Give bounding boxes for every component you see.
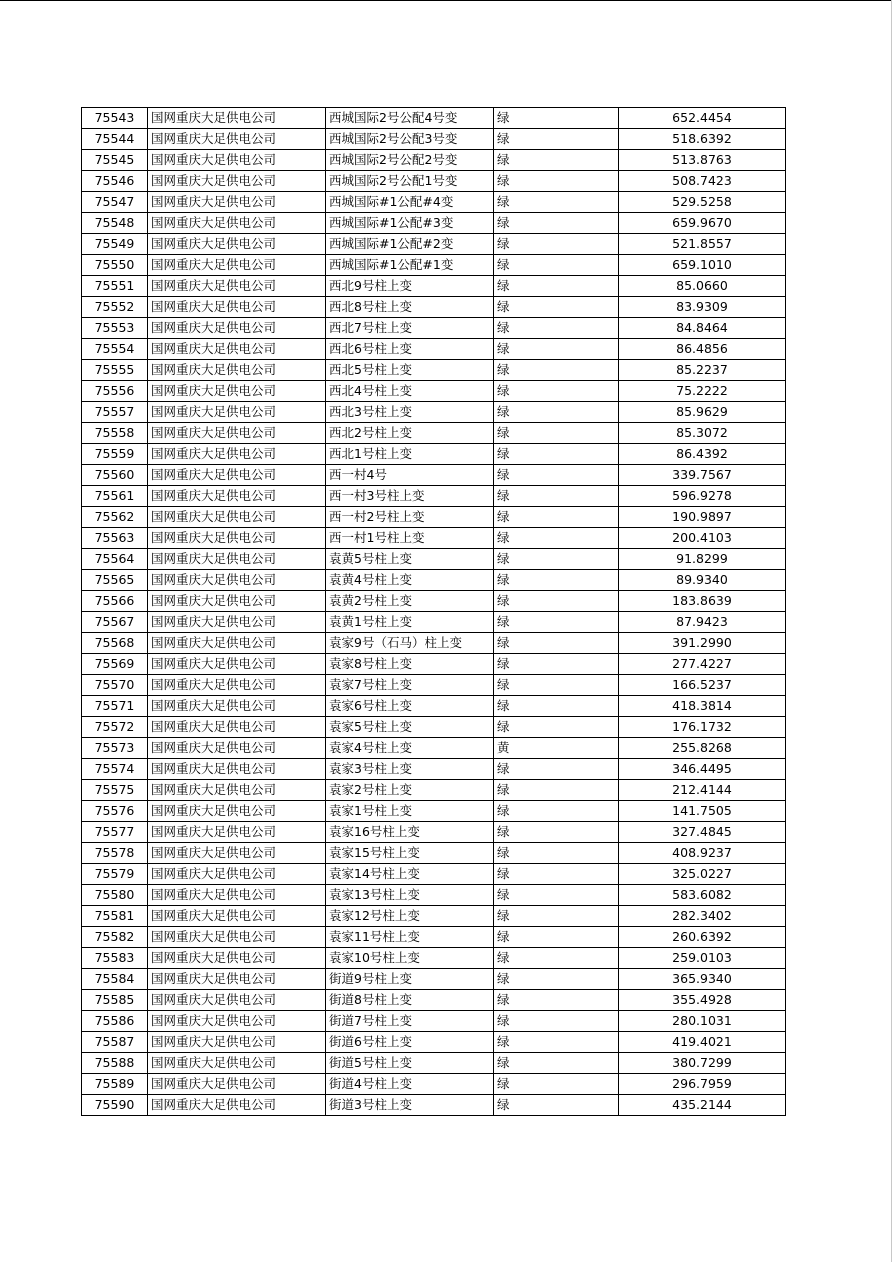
row-id-cell: 75556 bbox=[82, 381, 148, 402]
status-cell: 绿 bbox=[494, 339, 619, 360]
company-cell: 国网重庆大足供电公司 bbox=[148, 192, 326, 213]
company-cell: 国网重庆大足供电公司 bbox=[148, 738, 326, 759]
table-row bbox=[82, 990, 786, 1011]
value-cell: 176.1732 bbox=[619, 717, 786, 738]
status-cell: 绿 bbox=[494, 276, 619, 297]
table-row bbox=[82, 213, 786, 234]
table-row bbox=[82, 255, 786, 276]
status-cell: 绿 bbox=[494, 696, 619, 717]
value-cell: 212.4144 bbox=[619, 780, 786, 801]
value-cell: 84.8464 bbox=[619, 318, 786, 339]
company-cell: 国网重庆大足供电公司 bbox=[148, 318, 326, 339]
table-row bbox=[82, 507, 786, 528]
value-cell: 596.9278 bbox=[619, 486, 786, 507]
table-row bbox=[82, 675, 786, 696]
table-row bbox=[82, 486, 786, 507]
table-row bbox=[82, 612, 786, 633]
company-cell: 国网重庆大足供电公司 bbox=[148, 255, 326, 276]
transformer-name-cell: 袁家2号柱上变 bbox=[326, 780, 494, 801]
table-row bbox=[82, 1011, 786, 1032]
transformer-name-cell: 西城国际2号公配2号变 bbox=[326, 150, 494, 171]
transformer-name-cell: 西北4号柱上变 bbox=[326, 381, 494, 402]
row-id-cell: 75587 bbox=[82, 1032, 148, 1053]
row-id-cell: 75558 bbox=[82, 423, 148, 444]
transformer-name-cell: 西城国际2号公配3号变 bbox=[326, 129, 494, 150]
table-row bbox=[82, 1032, 786, 1053]
status-cell: 绿 bbox=[494, 486, 619, 507]
company-cell: 国网重庆大足供电公司 bbox=[148, 1053, 326, 1074]
transformer-name-cell: 西北2号柱上变 bbox=[326, 423, 494, 444]
status-cell: 绿 bbox=[494, 801, 619, 822]
row-id-cell: 75564 bbox=[82, 549, 148, 570]
table-row bbox=[82, 465, 786, 486]
table-row bbox=[82, 1053, 786, 1074]
row-id-cell: 75560 bbox=[82, 465, 148, 486]
table-row bbox=[82, 717, 786, 738]
row-id-cell: 75555 bbox=[82, 360, 148, 381]
table-row bbox=[82, 528, 786, 549]
transformer-name-cell: 街道4号柱上变 bbox=[326, 1074, 494, 1095]
value-cell: 282.3402 bbox=[619, 906, 786, 927]
table-row bbox=[82, 927, 786, 948]
table-row bbox=[82, 780, 786, 801]
value-cell: 83.9309 bbox=[619, 297, 786, 318]
status-cell: 绿 bbox=[494, 171, 619, 192]
row-id-cell: 75563 bbox=[82, 528, 148, 549]
transformer-name-cell: 袁家15号柱上变 bbox=[326, 843, 494, 864]
transformer-name-cell: 袁家14号柱上变 bbox=[326, 864, 494, 885]
status-cell: 绿 bbox=[494, 948, 619, 969]
value-cell: 408.9237 bbox=[619, 843, 786, 864]
company-cell: 国网重庆大足供电公司 bbox=[148, 423, 326, 444]
company-cell: 国网重庆大足供电公司 bbox=[148, 801, 326, 822]
status-cell: 绿 bbox=[494, 507, 619, 528]
value-cell: 255.8268 bbox=[619, 738, 786, 759]
table-row bbox=[82, 423, 786, 444]
table-row bbox=[82, 591, 786, 612]
company-cell: 国网重庆大足供电公司 bbox=[148, 885, 326, 906]
company-cell: 国网重庆大足供电公司 bbox=[148, 465, 326, 486]
table-row bbox=[82, 822, 786, 843]
table-row bbox=[82, 969, 786, 990]
company-cell: 国网重庆大足供电公司 bbox=[148, 570, 326, 591]
table-row bbox=[82, 696, 786, 717]
transformer-name-cell: 西北5号柱上变 bbox=[326, 360, 494, 381]
table-row bbox=[82, 843, 786, 864]
company-cell: 国网重庆大足供电公司 bbox=[148, 696, 326, 717]
value-cell: 85.2237 bbox=[619, 360, 786, 381]
table-row bbox=[82, 570, 786, 591]
transformer-name-cell: 袁家10号柱上变 bbox=[326, 948, 494, 969]
transformer-name-cell: 西城国际#1公配#2变 bbox=[326, 234, 494, 255]
value-cell: 419.4021 bbox=[619, 1032, 786, 1053]
transformer-name-cell: 袁家12号柱上变 bbox=[326, 906, 494, 927]
transformer-name-cell: 袁家4号柱上变 bbox=[326, 738, 494, 759]
status-cell: 绿 bbox=[494, 591, 619, 612]
status-cell: 绿 bbox=[494, 570, 619, 591]
transformer-name-cell: 西城国际#1公配#4变 bbox=[326, 192, 494, 213]
row-id-cell: 75583 bbox=[82, 948, 148, 969]
value-cell: 85.9629 bbox=[619, 402, 786, 423]
row-id-cell: 75585 bbox=[82, 990, 148, 1011]
status-cell: 绿 bbox=[494, 549, 619, 570]
transformer-name-cell: 街道6号柱上变 bbox=[326, 1032, 494, 1053]
row-id-cell: 75575 bbox=[82, 780, 148, 801]
transformer-name-cell: 西北7号柱上变 bbox=[326, 318, 494, 339]
company-cell: 国网重庆大足供电公司 bbox=[148, 339, 326, 360]
transformer-table bbox=[81, 107, 786, 1116]
company-cell: 国网重庆大足供电公司 bbox=[148, 297, 326, 318]
transformer-name-cell: 袁家5号柱上变 bbox=[326, 717, 494, 738]
company-cell: 国网重庆大足供电公司 bbox=[148, 864, 326, 885]
row-id-cell: 75589 bbox=[82, 1074, 148, 1095]
row-id-cell: 75561 bbox=[82, 486, 148, 507]
transformer-name-cell: 袁家7号柱上变 bbox=[326, 675, 494, 696]
row-id-cell: 75582 bbox=[82, 927, 148, 948]
transformer-name-cell: 袁黄2号柱上变 bbox=[326, 591, 494, 612]
company-cell: 国网重庆大足供电公司 bbox=[148, 360, 326, 381]
value-cell: 259.0103 bbox=[619, 948, 786, 969]
table-row bbox=[82, 276, 786, 297]
status-cell: 绿 bbox=[494, 612, 619, 633]
value-cell: 583.6082 bbox=[619, 885, 786, 906]
table-row bbox=[82, 360, 786, 381]
table-row bbox=[82, 801, 786, 822]
company-cell: 国网重庆大足供电公司 bbox=[148, 1074, 326, 1095]
table-row bbox=[82, 885, 786, 906]
page-top-border bbox=[0, 0, 892, 1]
transformer-name-cell: 西北6号柱上变 bbox=[326, 339, 494, 360]
status-cell: 黄 bbox=[494, 738, 619, 759]
status-cell: 绿 bbox=[494, 1074, 619, 1095]
row-id-cell: 75552 bbox=[82, 297, 148, 318]
status-cell: 绿 bbox=[494, 213, 619, 234]
status-cell: 绿 bbox=[494, 1053, 619, 1074]
status-cell: 绿 bbox=[494, 129, 619, 150]
status-cell: 绿 bbox=[494, 717, 619, 738]
transformer-name-cell: 西北9号柱上变 bbox=[326, 276, 494, 297]
transformer-name-cell: 袁家13号柱上变 bbox=[326, 885, 494, 906]
status-cell: 绿 bbox=[494, 465, 619, 486]
company-cell: 国网重庆大足供电公司 bbox=[148, 906, 326, 927]
transformer-name-cell: 西城国际#1公配#3变 bbox=[326, 213, 494, 234]
company-cell: 国网重庆大足供电公司 bbox=[148, 276, 326, 297]
value-cell: 166.5237 bbox=[619, 675, 786, 696]
table-row bbox=[82, 339, 786, 360]
status-cell: 绿 bbox=[494, 360, 619, 381]
company-cell: 国网重庆大足供电公司 bbox=[148, 822, 326, 843]
transformer-name-cell: 袁家8号柱上变 bbox=[326, 654, 494, 675]
transformer-name-cell: 袁黄4号柱上变 bbox=[326, 570, 494, 591]
row-id-cell: 75553 bbox=[82, 318, 148, 339]
table-row bbox=[82, 864, 786, 885]
transformer-name-cell: 袁家3号柱上变 bbox=[326, 759, 494, 780]
transformer-name-cell: 袁家16号柱上变 bbox=[326, 822, 494, 843]
table-row bbox=[82, 297, 786, 318]
status-cell: 绿 bbox=[494, 528, 619, 549]
table-row bbox=[82, 1074, 786, 1095]
value-cell: 87.9423 bbox=[619, 612, 786, 633]
status-cell: 绿 bbox=[494, 990, 619, 1011]
transformer-name-cell: 袁家6号柱上变 bbox=[326, 696, 494, 717]
status-cell: 绿 bbox=[494, 1032, 619, 1053]
company-cell: 国网重庆大足供电公司 bbox=[148, 129, 326, 150]
value-cell: 190.9897 bbox=[619, 507, 786, 528]
value-cell: 652.4454 bbox=[619, 108, 786, 129]
row-id-cell: 75590 bbox=[82, 1095, 148, 1116]
value-cell: 85.0660 bbox=[619, 276, 786, 297]
company-cell: 国网重庆大足供电公司 bbox=[148, 675, 326, 696]
value-cell: 86.4392 bbox=[619, 444, 786, 465]
row-id-cell: 75559 bbox=[82, 444, 148, 465]
table-row bbox=[82, 654, 786, 675]
value-cell: 89.9340 bbox=[619, 570, 786, 591]
row-id-cell: 75568 bbox=[82, 633, 148, 654]
company-cell: 国网重庆大足供电公司 bbox=[148, 843, 326, 864]
value-cell: 659.1010 bbox=[619, 255, 786, 276]
company-cell: 国网重庆大足供电公司 bbox=[148, 591, 326, 612]
transformer-name-cell: 西北3号柱上变 bbox=[326, 402, 494, 423]
row-id-cell: 75572 bbox=[82, 717, 148, 738]
status-cell: 绿 bbox=[494, 885, 619, 906]
transformer-name-cell: 袁家9号（石马）柱上变 bbox=[326, 633, 494, 654]
status-cell: 绿 bbox=[494, 444, 619, 465]
row-id-cell: 75550 bbox=[82, 255, 148, 276]
value-cell: 380.7299 bbox=[619, 1053, 786, 1074]
value-cell: 296.7959 bbox=[619, 1074, 786, 1095]
company-cell: 国网重庆大足供电公司 bbox=[148, 444, 326, 465]
value-cell: 435.2144 bbox=[619, 1095, 786, 1116]
company-cell: 国网重庆大足供电公司 bbox=[148, 549, 326, 570]
value-cell: 418.3814 bbox=[619, 696, 786, 717]
transformer-name-cell: 西一村2号柱上变 bbox=[326, 507, 494, 528]
table-row bbox=[82, 318, 786, 339]
row-id-cell: 75571 bbox=[82, 696, 148, 717]
table-row bbox=[82, 192, 786, 213]
status-cell: 绿 bbox=[494, 297, 619, 318]
value-cell: 508.7423 bbox=[619, 171, 786, 192]
value-cell: 659.9670 bbox=[619, 213, 786, 234]
row-id-cell: 75580 bbox=[82, 885, 148, 906]
row-id-cell: 75569 bbox=[82, 654, 148, 675]
value-cell: 521.8557 bbox=[619, 234, 786, 255]
company-cell: 国网重庆大足供电公司 bbox=[148, 780, 326, 801]
value-cell: 513.8763 bbox=[619, 150, 786, 171]
row-id-cell: 75562 bbox=[82, 507, 148, 528]
company-cell: 国网重庆大足供电公司 bbox=[148, 948, 326, 969]
company-cell: 国网重庆大足供电公司 bbox=[148, 381, 326, 402]
company-cell: 国网重庆大足供电公司 bbox=[148, 1095, 326, 1116]
value-cell: 346.4495 bbox=[619, 759, 786, 780]
row-id-cell: 75549 bbox=[82, 234, 148, 255]
company-cell: 国网重庆大足供电公司 bbox=[148, 150, 326, 171]
value-cell: 183.8639 bbox=[619, 591, 786, 612]
table-row bbox=[82, 129, 786, 150]
value-cell: 327.4845 bbox=[619, 822, 786, 843]
table-row bbox=[82, 738, 786, 759]
table-row bbox=[82, 171, 786, 192]
status-cell: 绿 bbox=[494, 675, 619, 696]
transformer-name-cell: 袁家1号柱上变 bbox=[326, 801, 494, 822]
table-row bbox=[82, 549, 786, 570]
status-cell: 绿 bbox=[494, 759, 619, 780]
company-cell: 国网重庆大足供电公司 bbox=[148, 717, 326, 738]
company-cell: 国网重庆大足供电公司 bbox=[148, 1032, 326, 1053]
transformer-name-cell: 西城国际2号公配4号变 bbox=[326, 108, 494, 129]
row-id-cell: 75577 bbox=[82, 822, 148, 843]
transformer-name-cell: 西北8号柱上变 bbox=[326, 297, 494, 318]
row-id-cell: 75566 bbox=[82, 591, 148, 612]
value-cell: 339.7567 bbox=[619, 465, 786, 486]
row-id-cell: 75551 bbox=[82, 276, 148, 297]
status-cell: 绿 bbox=[494, 234, 619, 255]
value-cell: 200.4103 bbox=[619, 528, 786, 549]
row-id-cell: 75578 bbox=[82, 843, 148, 864]
status-cell: 绿 bbox=[494, 654, 619, 675]
row-id-cell: 75546 bbox=[82, 171, 148, 192]
row-id-cell: 75576 bbox=[82, 801, 148, 822]
table-row bbox=[82, 759, 786, 780]
status-cell: 绿 bbox=[494, 255, 619, 276]
company-cell: 国网重庆大足供电公司 bbox=[148, 402, 326, 423]
row-id-cell: 75548 bbox=[82, 213, 148, 234]
company-cell: 国网重庆大足供电公司 bbox=[148, 507, 326, 528]
status-cell: 绿 bbox=[494, 633, 619, 654]
table-row bbox=[82, 444, 786, 465]
company-cell: 国网重庆大足供电公司 bbox=[148, 528, 326, 549]
status-cell: 绿 bbox=[494, 108, 619, 129]
row-id-cell: 75567 bbox=[82, 612, 148, 633]
company-cell: 国网重庆大足供电公司 bbox=[148, 108, 326, 129]
transformer-name-cell: 西一村1号柱上变 bbox=[326, 528, 494, 549]
row-id-cell: 75554 bbox=[82, 339, 148, 360]
transformer-name-cell: 西城国际2号公配1号变 bbox=[326, 171, 494, 192]
status-cell: 绿 bbox=[494, 780, 619, 801]
company-cell: 国网重庆大足供电公司 bbox=[148, 654, 326, 675]
status-cell: 绿 bbox=[494, 843, 619, 864]
value-cell: 75.2222 bbox=[619, 381, 786, 402]
value-cell: 85.3072 bbox=[619, 423, 786, 444]
row-id-cell: 75543 bbox=[82, 108, 148, 129]
table-row bbox=[82, 402, 786, 423]
value-cell: 355.4928 bbox=[619, 990, 786, 1011]
value-cell: 86.4856 bbox=[619, 339, 786, 360]
value-cell: 141.7505 bbox=[619, 801, 786, 822]
status-cell: 绿 bbox=[494, 150, 619, 171]
table-row bbox=[82, 234, 786, 255]
company-cell: 国网重庆大足供电公司 bbox=[148, 234, 326, 255]
status-cell: 绿 bbox=[494, 1095, 619, 1116]
company-cell: 国网重庆大足供电公司 bbox=[148, 612, 326, 633]
company-cell: 国网重庆大足供电公司 bbox=[148, 990, 326, 1011]
status-cell: 绿 bbox=[494, 927, 619, 948]
status-cell: 绿 bbox=[494, 1011, 619, 1032]
company-cell: 国网重庆大足供电公司 bbox=[148, 171, 326, 192]
transformer-name-cell: 街道8号柱上变 bbox=[326, 990, 494, 1011]
value-cell: 529.5258 bbox=[619, 192, 786, 213]
row-id-cell: 75557 bbox=[82, 402, 148, 423]
row-id-cell: 75545 bbox=[82, 150, 148, 171]
status-cell: 绿 bbox=[494, 822, 619, 843]
row-id-cell: 75544 bbox=[82, 129, 148, 150]
table-row bbox=[82, 906, 786, 927]
row-id-cell: 75584 bbox=[82, 969, 148, 990]
value-cell: 277.4227 bbox=[619, 654, 786, 675]
company-cell: 国网重庆大足供电公司 bbox=[148, 486, 326, 507]
table-row bbox=[82, 1095, 786, 1116]
company-cell: 国网重庆大足供电公司 bbox=[148, 633, 326, 654]
transformer-name-cell: 街道9号柱上变 bbox=[326, 969, 494, 990]
company-cell: 国网重庆大足供电公司 bbox=[148, 1011, 326, 1032]
row-id-cell: 75588 bbox=[82, 1053, 148, 1074]
transformer-name-cell: 袁黄5号柱上变 bbox=[326, 549, 494, 570]
status-cell: 绿 bbox=[494, 423, 619, 444]
table-row bbox=[82, 633, 786, 654]
table-row bbox=[82, 108, 786, 129]
row-id-cell: 75574 bbox=[82, 759, 148, 780]
status-cell: 绿 bbox=[494, 969, 619, 990]
value-cell: 325.0227 bbox=[619, 864, 786, 885]
status-cell: 绿 bbox=[494, 864, 619, 885]
status-cell: 绿 bbox=[494, 402, 619, 423]
table-row bbox=[82, 150, 786, 171]
company-cell: 国网重庆大足供电公司 bbox=[148, 213, 326, 234]
row-id-cell: 75573 bbox=[82, 738, 148, 759]
transformer-name-cell: 西城国际#1公配#1变 bbox=[326, 255, 494, 276]
value-cell: 260.6392 bbox=[619, 927, 786, 948]
company-cell: 国网重庆大足供电公司 bbox=[148, 969, 326, 990]
value-cell: 365.9340 bbox=[619, 969, 786, 990]
status-cell: 绿 bbox=[494, 381, 619, 402]
status-cell: 绿 bbox=[494, 906, 619, 927]
transformer-name-cell: 袁黄1号柱上变 bbox=[326, 612, 494, 633]
row-id-cell: 75570 bbox=[82, 675, 148, 696]
transformer-name-cell: 街道3号柱上变 bbox=[326, 1095, 494, 1116]
row-id-cell: 75586 bbox=[82, 1011, 148, 1032]
company-cell: 国网重庆大足供电公司 bbox=[148, 759, 326, 780]
row-id-cell: 75581 bbox=[82, 906, 148, 927]
row-id-cell: 75565 bbox=[82, 570, 148, 591]
transformer-name-cell: 袁家11号柱上变 bbox=[326, 927, 494, 948]
transformer-name-cell: 西一村3号柱上变 bbox=[326, 486, 494, 507]
table-row bbox=[82, 948, 786, 969]
value-cell: 280.1031 bbox=[619, 1011, 786, 1032]
transformer-name-cell: 西北1号柱上变 bbox=[326, 444, 494, 465]
transformer-name-cell: 街道7号柱上变 bbox=[326, 1011, 494, 1032]
transformer-name-cell: 街道5号柱上变 bbox=[326, 1053, 494, 1074]
status-cell: 绿 bbox=[494, 192, 619, 213]
table-row bbox=[82, 381, 786, 402]
value-cell: 391.2990 bbox=[619, 633, 786, 654]
transformer-name-cell: 西一村4号 bbox=[326, 465, 494, 486]
status-cell: 绿 bbox=[494, 318, 619, 339]
value-cell: 91.8299 bbox=[619, 549, 786, 570]
table-body bbox=[82, 108, 786, 1116]
company-cell: 国网重庆大足供电公司 bbox=[148, 927, 326, 948]
value-cell: 518.6392 bbox=[619, 129, 786, 150]
row-id-cell: 75547 bbox=[82, 192, 148, 213]
row-id-cell: 75579 bbox=[82, 864, 148, 885]
